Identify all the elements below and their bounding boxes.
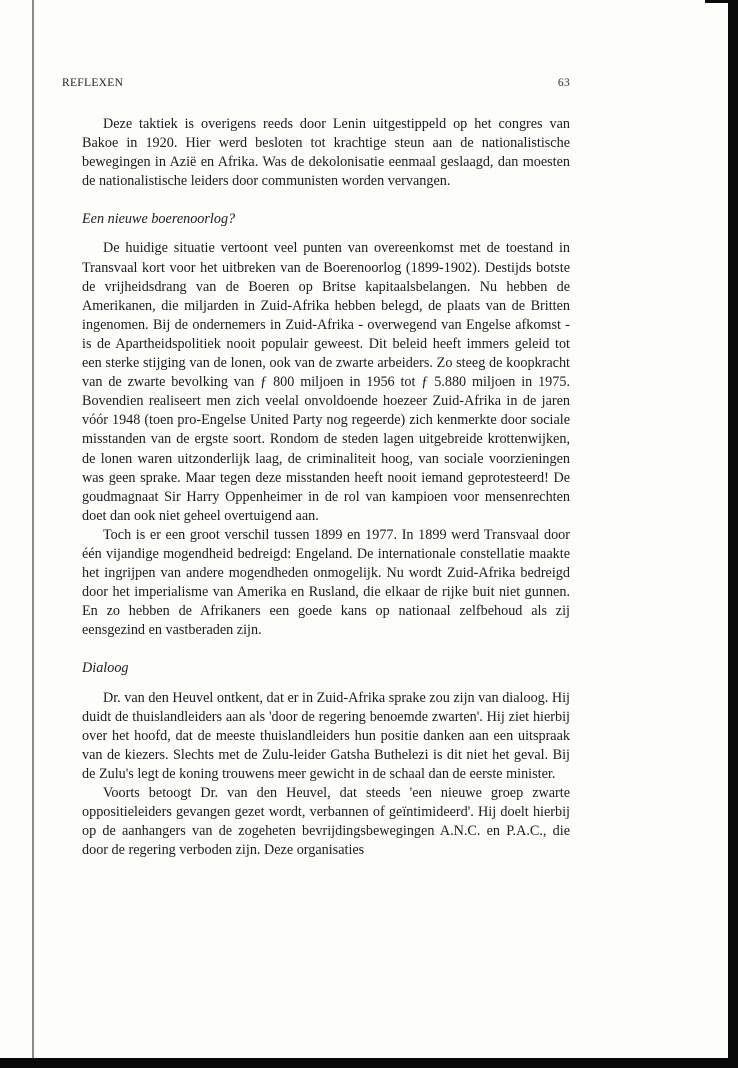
section-heading: Een nieuwe boerenoorlog? [82,211,236,228]
spacer [82,640,570,659]
scan-top-corner [705,0,728,3]
spacer [82,229,570,239]
running-head-title: REFLEXEN [62,77,124,89]
section-heading: Dialoog [82,660,129,677]
paragraph: Dr. van den Heuvel ontkent, dat er in Zuid-Afrika sprake zou zijn van dialoog. Hij duidt de thuislandleiders aan als 'door de regering benoemde zwarten'. Hij ziet hierbij over het hoofd, dat de meeste thuislandleiders hun positie danken aan een uitspraak van de kiezers. Slechts met de Zulu-leider Gatsha Buthelezi is dit niet het geval. Bij de Zulu's legt de koning trouwens meer gewicht in de schaal dan de eerste minister. [82,689,570,782]
page-number: 63 [557,77,570,89]
scan-bottom-border [0,1058,738,1068]
paragraph: De huidige situatie vertoont veel punten van overeenkomst met de toestand in Transvaal kort voor het uitbreken van de Boerenoorlog (1899-1902). Destijds botste de vrijheidsdrang van de Boeren op Britse kapitaalsbelangen. Nu hebben de Amerikanen, die miljarden in Zuid-Afrika hebben belegd, de plaats van de Britten ingenomen. Bij de ondernemers in Zuid-Afrika - overwegend van Engelse afkomst - is de Apartheidspolitiek nooit populair geweest. Dit beleid heeft immers geleid tot een sterke stijging van de lonen, ook van de zwarte arbeiders. Zo steeg de koopkracht van de zwarte bevolking van ƒ 800 miljoen in 1956 tot ƒ 5.880 miljoen in 1975. Bovendien realiseert men zich veelal onvoldoende hoezeer Zuid-Afrika in de jaren vóór 1948 (toen pro-Engelse United Party nog regeerde) zich kenmerkte door sociale misstanden van de ergste soort. Rondom de steden lagen uitgebreide krottenwijken, de lonen waren uitzonderlijk laag, de criminaliteit hoog, van sociale voorzieningen was geen sprake. Maar tegen deze misstanden heeft nooit iemand geprotesteerd! De goudmagnaat Sir Harry Oppenheimer in de rol van kampioen voor mensenrechten doet dan ook niet geheel overtuigend aan. [82,240,570,524]
paragraph: Voorts betoogt Dr. van den Heuvel, dat steeds 'een nieuwe groep zwarte oppositieleiders gevangen gezet wordt, verbannen of geïntimideerd'. Hij doelt hierbij op de aanhangers van de zogeheten bevrijdingsbewegingen A.N.C. en P.A.C., die door de regering verboden zijn. Deze organisaties [82,785,570,859]
paragraph: Deze taktiek is overigens reeds door Lenin uitgestippeld op het congres van Bakoe in 1920. Hier werd besloten tot krachtige steun aan de nationalistische bewegingen in Azië en Afrika. Was de dekolonisatie eenmaal geslaagd, dan moesten de nationalistische leiders door communisten worden vervangen. [82,116,570,190]
spacer [82,191,570,210]
scan-left-edge [32,0,34,1060]
running-head [62,77,570,89]
scan-right-border [728,0,738,1068]
paragraph: Toch is er een groot verschil tussen 1899 en 1977. In 1899 werd Transvaal door één vijandige mogendheid bedreigd: Engeland. De internationale constellatie maakte het ingrijpen van andere mogendheden onmogelijk. Nu wordt Zuid-Afrika bedreigd door het imperialisme van Amerika en Rusland, die elkaar de rijke buit niet gunnen. En zo hebben de Afrikaners een goede kans op nationaal zelfbehoud als zij eensgezind en vastberaden zijn. [82,526,570,639]
body-text [82,115,570,860]
spacer [82,679,570,689]
